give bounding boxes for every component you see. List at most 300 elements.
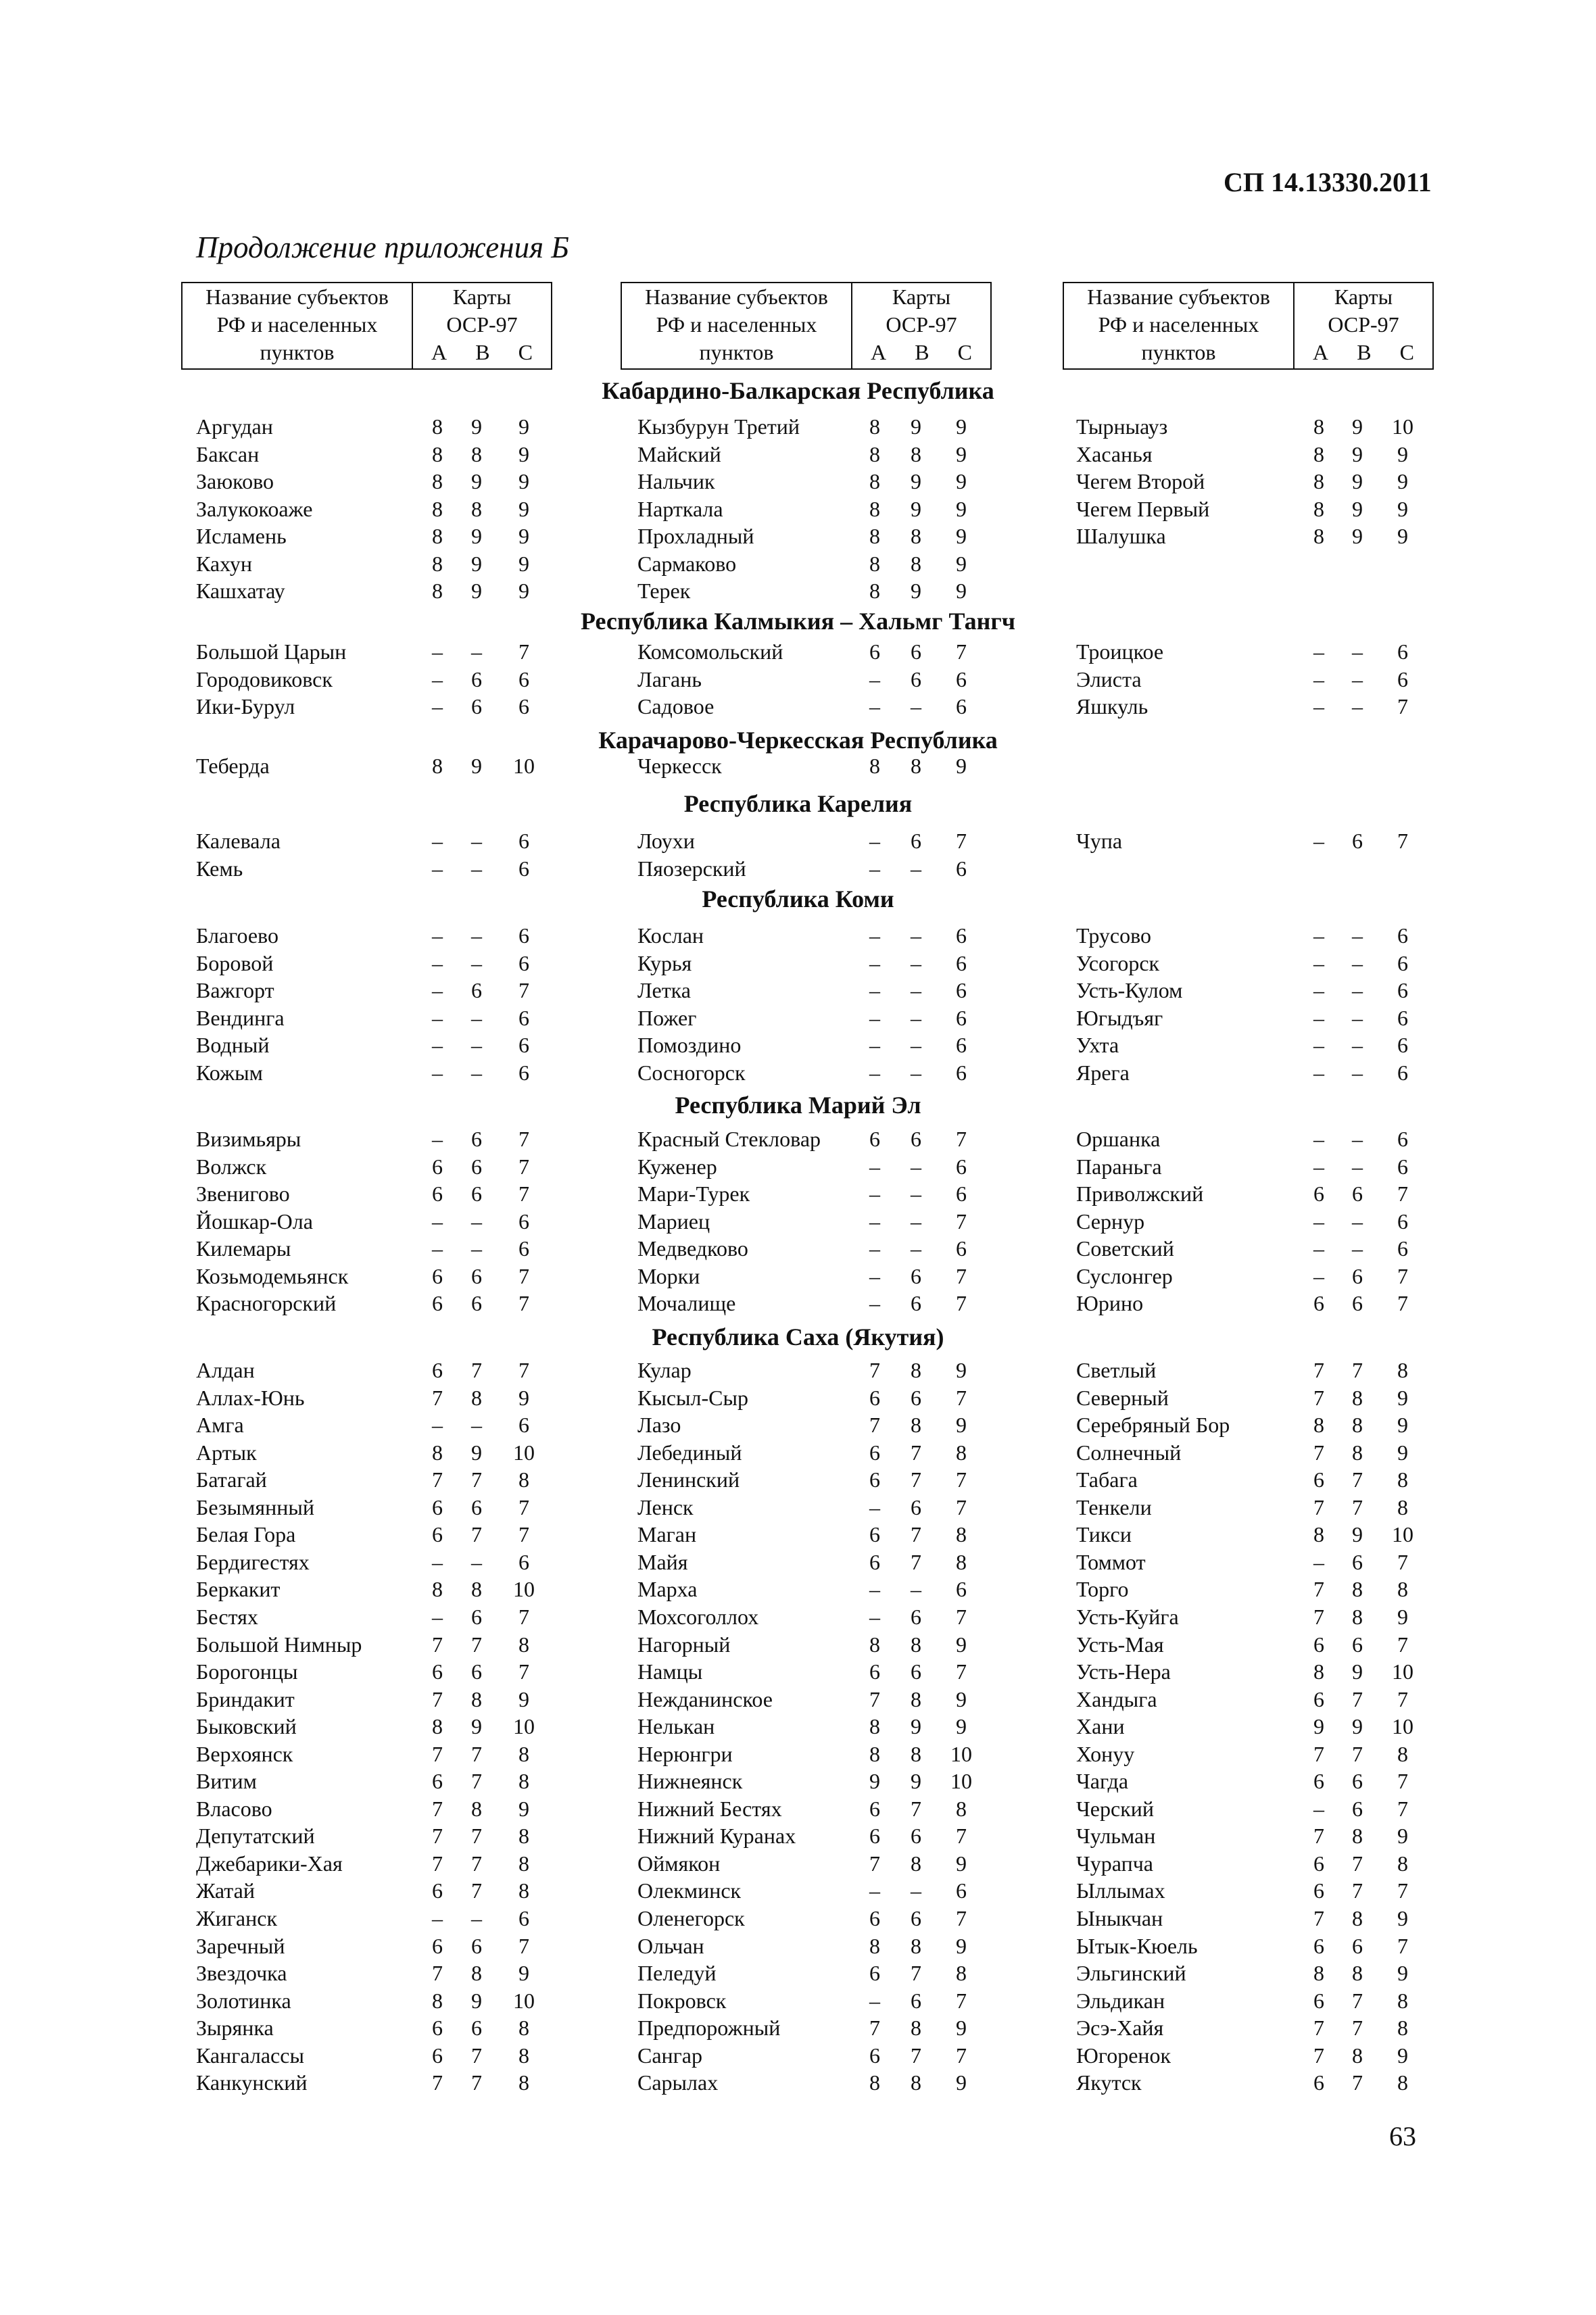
table-row [1076, 666, 1430, 693]
settlement-name: Городовиковск [196, 666, 333, 691]
intensity-c: 7 [956, 1467, 967, 1492]
table-row [196, 1180, 551, 1207]
header-maps-line1: Карты [892, 285, 951, 309]
settlement-name: Чурапча [1076, 1851, 1153, 1876]
intensity-a: – [869, 1878, 880, 1903]
table-row [1076, 1713, 1430, 1740]
header-maps-line2: ОСР-97 [886, 312, 957, 337]
header-name-line2: РФ и населенных [1098, 312, 1259, 337]
section-title: Республика Саха (Якутия) [652, 1323, 944, 1350]
intensity-b: – [1352, 978, 1363, 1003]
settlement-name: Кахун [196, 551, 253, 576]
intensity-c: 10 [1392, 1522, 1413, 1547]
table-row [1076, 1987, 1430, 2014]
intensity-c: 9 [956, 441, 967, 466]
intensity-a: 6 [1313, 1632, 1324, 1657]
intensity-c: 6 [518, 694, 529, 719]
intensity-b: 7 [911, 2043, 921, 2068]
intensity-b: 6 [471, 1263, 482, 1288]
intensity-a: – [1313, 1060, 1324, 1085]
settlement-name: Тенкели [1076, 1494, 1152, 1519]
table-row [196, 577, 551, 604]
intensity-c: 8 [518, 2070, 529, 2095]
settlement-name: Эльдикан [1076, 1988, 1165, 2013]
intensity-b: – [911, 1060, 921, 1085]
intensity-a: 8 [432, 469, 443, 494]
intensity-b: 8 [911, 1358, 921, 1382]
intensity-b: 6 [911, 1127, 921, 1151]
intensity-b: 8 [911, 1413, 921, 1438]
intensity-b: – [1352, 1005, 1363, 1030]
intensity-b: 6 [911, 1263, 921, 1288]
intensity-b: – [1352, 1060, 1363, 1085]
header-abc [852, 339, 990, 366]
table-row [637, 1466, 988, 1493]
intensity-a: – [869, 1291, 880, 1316]
intensity-a: – [869, 694, 880, 719]
intensity-a: – [869, 1005, 880, 1030]
intensity-b: 9 [471, 1988, 482, 2013]
table-row [637, 855, 988, 882]
settlement-name: Ытык-Кюель [1076, 1933, 1198, 1958]
table-row [637, 468, 988, 495]
header-name-line2: РФ и населенных [656, 312, 817, 337]
intensity-a: 7 [1313, 1824, 1324, 1849]
intensity-b: 6 [471, 1127, 482, 1151]
settlement-name: Нижний Куранах [637, 1824, 796, 1849]
settlement-name: Исламень [196, 524, 287, 549]
intensity-c: 6 [956, 978, 967, 1003]
intensity-a: – [432, 829, 443, 853]
intensity-a: 6 [432, 1659, 443, 1684]
intensity-a: – [432, 1906, 443, 1930]
settlement-name: Волжск [196, 1154, 267, 1179]
intensity-a: 8 [432, 579, 443, 604]
settlement-name: Мочалище [637, 1291, 736, 1316]
settlement-name: Заюково [196, 469, 274, 494]
settlement-name: Мохсоголлох [637, 1604, 759, 1629]
intensity-c: 9 [956, 1686, 967, 1711]
intensity-a: 8 [432, 524, 443, 549]
table-row [196, 468, 551, 495]
intensity-b: 7 [1352, 1467, 1363, 1492]
intensity-b: 9 [911, 414, 921, 439]
intensity-b: 7 [471, 1632, 482, 1657]
intensity-a: – [1313, 829, 1324, 853]
intensity-b: 9 [1352, 1659, 1363, 1684]
intensity-a: 6 [432, 1494, 443, 1519]
header-maps-cell [413, 283, 551, 368]
table-row [637, 522, 988, 550]
settlement-name: Хасанья [1076, 441, 1153, 466]
intensity-c: 6 [956, 856, 967, 881]
intensity-b: 6 [1352, 1632, 1363, 1657]
intensity-c: 9 [956, 579, 967, 604]
table-row [196, 1357, 551, 1384]
intensity-a: 7 [869, 1413, 880, 1438]
table-row [196, 441, 551, 468]
intensity-a: – [869, 1494, 880, 1519]
table-row [196, 693, 551, 720]
intensity-c: 9 [956, 2070, 967, 2095]
intensity-a: – [432, 1005, 443, 1030]
intensity-a: – [1313, 1236, 1324, 1261]
intensity-c: 6 [956, 1577, 967, 1602]
settlement-name: Кожым [196, 1060, 263, 1085]
intensity-c: 8 [956, 1796, 967, 1821]
table-row [196, 638, 551, 665]
intensity-a: – [1313, 1033, 1324, 1058]
settlement-name: Оршанка [1076, 1127, 1161, 1151]
settlement-name: Томмот [1076, 1549, 1146, 1574]
header-col-a: А [431, 340, 448, 364]
intensity-b: – [471, 639, 482, 664]
table-row [196, 977, 551, 1004]
intensity-a: – [1313, 1127, 1324, 1151]
intensity-b: 7 [471, 1851, 482, 1876]
intensity-c: 7 [956, 1494, 967, 1519]
settlement-name: Водный [196, 1033, 270, 1058]
table-row [1076, 922, 1430, 949]
table-row [637, 1235, 988, 1262]
settlement-name: Майя [637, 1549, 688, 1574]
intensity-c: 9 [518, 414, 529, 439]
table-row [196, 1521, 551, 1548]
table-row [1076, 1208, 1430, 1235]
header-abc [1295, 339, 1432, 366]
table-row [196, 1031, 551, 1058]
settlement-name: Килемары [196, 1236, 291, 1261]
intensity-c: 9 [518, 524, 529, 549]
intensity-c: 9 [956, 414, 967, 439]
settlement-name: Параньга [1076, 1154, 1162, 1179]
intensity-c: 7 [1397, 1933, 1408, 1958]
intensity-b: 6 [1352, 1796, 1363, 1821]
intensity-b: 8 [911, 1851, 921, 1876]
intensity-a: – [869, 923, 880, 948]
intensity-c: 7 [1397, 1549, 1408, 1574]
settlement-name: Нерюнгри [637, 1741, 733, 1766]
intensity-b: 8 [471, 441, 482, 466]
header-name-line3: пунктов [260, 340, 335, 364]
table-row [637, 413, 988, 440]
intensity-c: 6 [518, 1005, 529, 1030]
intensity-c: 6 [956, 923, 967, 948]
intensity-a: 8 [1313, 524, 1324, 549]
header-name-line3: пунктов [699, 340, 774, 364]
intensity-b: – [911, 1878, 921, 1903]
intensity-c: 8 [1397, 2016, 1408, 2041]
intensity-a: 7 [432, 1686, 443, 1711]
intensity-b: – [1352, 950, 1363, 975]
intensity-c: 7 [518, 1933, 529, 1958]
intensity-a: 6 [432, 1358, 443, 1382]
intensity-b: 6 [911, 1824, 921, 1849]
table-row [1076, 1740, 1430, 1768]
settlement-name: Комсомольский [637, 639, 783, 664]
settlement-name: Амга [196, 1413, 244, 1438]
settlement-name: Кемь [196, 856, 243, 881]
intensity-a: 8 [432, 1440, 443, 1465]
intensity-b: 8 [1352, 1385, 1363, 1410]
intensity-a: 6 [869, 1385, 880, 1410]
intensity-c: 9 [1397, 524, 1408, 549]
intensity-b: 6 [911, 1604, 921, 1629]
intensity-a: 6 [1313, 1291, 1324, 1316]
intensity-b: – [1352, 1236, 1363, 1261]
settlement-name: Жатай [196, 1878, 255, 1903]
table-row [1076, 1235, 1430, 1262]
intensity-a: 8 [869, 441, 880, 466]
table-row [637, 1850, 988, 1877]
settlement-name: Тикси [1076, 1522, 1132, 1547]
intensity-c: 7 [956, 1385, 967, 1410]
intensity-b: 8 [911, 2016, 921, 2041]
table-row [637, 1658, 988, 1685]
intensity-b: 8 [471, 1385, 482, 1410]
intensity-a: 7 [1313, 1385, 1324, 1410]
table-row [196, 1795, 551, 1822]
table-row [196, 1932, 551, 1959]
intensity-c: 10 [1392, 1714, 1413, 1739]
intensity-a: 6 [432, 1181, 443, 1207]
table-row [637, 1125, 988, 1152]
intensity-b: 6 [471, 1659, 482, 1684]
settlement-name: Марха [637, 1577, 698, 1602]
intensity-c: 8 [518, 1769, 529, 1794]
settlement-name: Пожег [637, 1005, 697, 1030]
settlement-name: Майский [637, 441, 721, 466]
table-row [1076, 1658, 1430, 1685]
settlement-name: Северный [1076, 1385, 1169, 1410]
intensity-b: 6 [911, 1659, 921, 1684]
intensity-c: 9 [1397, 441, 1408, 466]
table-row [1076, 1411, 1430, 1438]
intensity-c: 6 [518, 856, 529, 881]
intensity-b: 6 [911, 1988, 921, 2013]
intensity-a: 6 [1313, 1878, 1324, 1903]
settlement-name: Трусово [1076, 923, 1151, 948]
table-row [637, 638, 988, 665]
intensity-b: 9 [911, 1769, 921, 1794]
intensity-b: – [911, 1033, 921, 1058]
intensity-c: 9 [1397, 1824, 1408, 1849]
intensity-b: 9 [911, 1714, 921, 1739]
table-row [637, 495, 988, 522]
settlement-name: Верхоянск [196, 1741, 293, 1766]
intensity-a: 6 [432, 1154, 443, 1179]
intensity-c: 6 [1397, 978, 1408, 1003]
table-row [637, 1263, 988, 1290]
intensity-c: 8 [518, 1878, 529, 1903]
settlement-name: Нарткала [637, 496, 723, 521]
intensity-a: 7 [432, 1385, 443, 1410]
intensity-c: 9 [956, 551, 967, 576]
header-maps-line2: ОСР-97 [446, 312, 518, 337]
table-row [196, 1905, 551, 1932]
intensity-c: 6 [518, 950, 529, 975]
intensity-b: 6 [471, 978, 482, 1003]
table-row [196, 1466, 551, 1493]
intensity-b: 8 [911, 2070, 921, 2095]
intensity-a: 8 [432, 441, 443, 466]
intensity-a: – [432, 666, 443, 691]
header-col-c: С [1399, 340, 1414, 364]
intensity-a: 8 [869, 1933, 880, 1958]
intensity-c: 8 [956, 1440, 967, 1465]
table-row [637, 1549, 988, 1576]
intensity-b: – [1352, 1033, 1363, 1058]
settlement-name: Нагорный [637, 1632, 731, 1657]
settlement-name: Пеледуй [637, 1961, 717, 1986]
settlement-name: Хонуу [1076, 1741, 1135, 1766]
intensity-b: – [911, 1181, 921, 1207]
intensity-b: 6 [1352, 1263, 1363, 1288]
intensity-a: – [432, 1413, 443, 1438]
intensity-b: 8 [911, 524, 921, 549]
intensity-a: 6 [432, 1522, 443, 1547]
intensity-a: 8 [432, 754, 443, 778]
intensity-a: 6 [1313, 1851, 1324, 1876]
intensity-c: 10 [513, 1714, 535, 1739]
table-row [196, 666, 551, 693]
header-name-cell [183, 283, 413, 368]
intensity-b: 6 [1352, 1549, 1363, 1574]
intensity-b: 8 [1352, 1440, 1363, 1465]
table-row [637, 441, 988, 468]
table-row [196, 1125, 551, 1152]
intensity-b: – [1352, 1209, 1363, 1234]
settlement-name: Артык [196, 1440, 257, 1465]
intensity-a: 6 [1313, 1933, 1324, 1958]
intensity-c: 7 [1397, 1291, 1408, 1316]
intensity-b: – [471, 1060, 482, 1085]
table-row [196, 495, 551, 522]
intensity-c: 7 [956, 1263, 967, 1288]
intensity-a: – [432, 1209, 443, 1234]
settlement-name: Намцы [637, 1659, 703, 1684]
continuation-title: Продолжение приложения Б [196, 230, 569, 264]
settlement-name: Кысыл-Сыр [637, 1385, 749, 1410]
intensity-c: 7 [956, 1906, 967, 1930]
header-name-line1: Название субъектов [1087, 285, 1270, 309]
table-row [637, 950, 988, 977]
intensity-c: 9 [1397, 1413, 1408, 1438]
intensity-a: 6 [432, 1878, 443, 1903]
settlement-name: Сангар [637, 2043, 702, 2068]
intensity-a: 7 [869, 1851, 880, 1876]
table-row [196, 922, 551, 949]
intensity-a: 8 [432, 1577, 443, 1602]
settlement-name: Чегем Второй [1076, 469, 1205, 494]
table-row [637, 1822, 988, 1849]
settlement-name: Югоренок [1076, 2043, 1171, 2068]
settlement-name: Чульман [1076, 1824, 1156, 1849]
intensity-a: 6 [432, 1291, 443, 1316]
intensity-a: 8 [1313, 441, 1324, 466]
intensity-c: 9 [518, 1961, 529, 1986]
intensity-a: 8 [1313, 1413, 1324, 1438]
settlement-name: Курья [637, 950, 692, 975]
table-row [637, 1768, 988, 1795]
intensity-a: 7 [1313, 2016, 1324, 2041]
intensity-b: 7 [471, 1467, 482, 1492]
intensity-c: 7 [956, 1659, 967, 1684]
intensity-b: – [1352, 666, 1363, 691]
intensity-b: – [1352, 1127, 1363, 1151]
table-row [1076, 1031, 1430, 1058]
intensity-a: – [869, 666, 880, 691]
intensity-b: 9 [471, 551, 482, 576]
intensity-b: 7 [911, 1440, 921, 1465]
intensity-c: 7 [1397, 1796, 1408, 1821]
settlement-name: Кашхатау [196, 579, 285, 604]
intensity-c: 6 [956, 1005, 967, 1030]
table-row [196, 827, 551, 854]
intensity-c: 8 [1397, 1494, 1408, 1519]
table-row [196, 752, 551, 779]
table-row [196, 1576, 551, 1603]
intensity-a: – [1313, 694, 1324, 719]
table-row [196, 1059, 551, 1086]
table-row [1076, 1576, 1430, 1603]
settlement-name: Хандыга [1076, 1686, 1157, 1711]
settlement-name: Нижнеянск [637, 1769, 743, 1794]
intensity-c: 7 [1397, 694, 1408, 719]
intensity-b: 8 [1352, 1961, 1363, 1986]
table-row [196, 2014, 551, 2041]
intensity-b: 6 [471, 1933, 482, 1958]
table-row [196, 1549, 551, 1576]
intensity-a: – [432, 950, 443, 975]
table-row [1076, 1877, 1430, 1904]
settlement-name: Безымянный [196, 1494, 314, 1519]
intensity-c: 10 [950, 1741, 972, 1766]
intensity-a: 6 [1313, 1769, 1324, 1794]
intensity-b: 8 [1352, 1906, 1363, 1930]
intensity-a: 6 [869, 1824, 880, 1849]
intensity-b: 6 [471, 1604, 482, 1629]
settlement-name: Витим [196, 1769, 257, 1794]
intensity-b: 9 [471, 754, 482, 778]
intensity-a: 6 [432, 2043, 443, 2068]
settlement-name: Сернур [1076, 1209, 1145, 1234]
intensity-c: 8 [1397, 1577, 1408, 1602]
settlement-name: Красный Стекловар [637, 1127, 821, 1151]
settlement-name: Кослан [637, 923, 704, 948]
intensity-c: 6 [956, 950, 967, 975]
intensity-c: 6 [1397, 1209, 1408, 1234]
intensity-b: 8 [911, 754, 921, 778]
intensity-c: 7 [518, 1659, 529, 1684]
intensity-c: 6 [956, 1060, 967, 1085]
intensity-c: 9 [1397, 1440, 1408, 1465]
intensity-a: – [869, 1577, 880, 1602]
settlement-name: Усть-Мая [1076, 1632, 1164, 1657]
intensity-b: – [911, 1209, 921, 1234]
intensity-a: – [869, 1988, 880, 2013]
table-row [196, 1959, 551, 1987]
table-row [196, 1439, 551, 1466]
intensity-b: 7 [1352, 1988, 1363, 2013]
intensity-b: 7 [471, 1878, 482, 1903]
intensity-a: 8 [432, 414, 443, 439]
intensity-a: 7 [432, 1632, 443, 1657]
settlement-name: Чупа [1076, 829, 1123, 853]
intensity-c: 9 [518, 551, 529, 576]
intensity-b: – [911, 978, 921, 1003]
intensity-b: – [471, 1209, 482, 1234]
